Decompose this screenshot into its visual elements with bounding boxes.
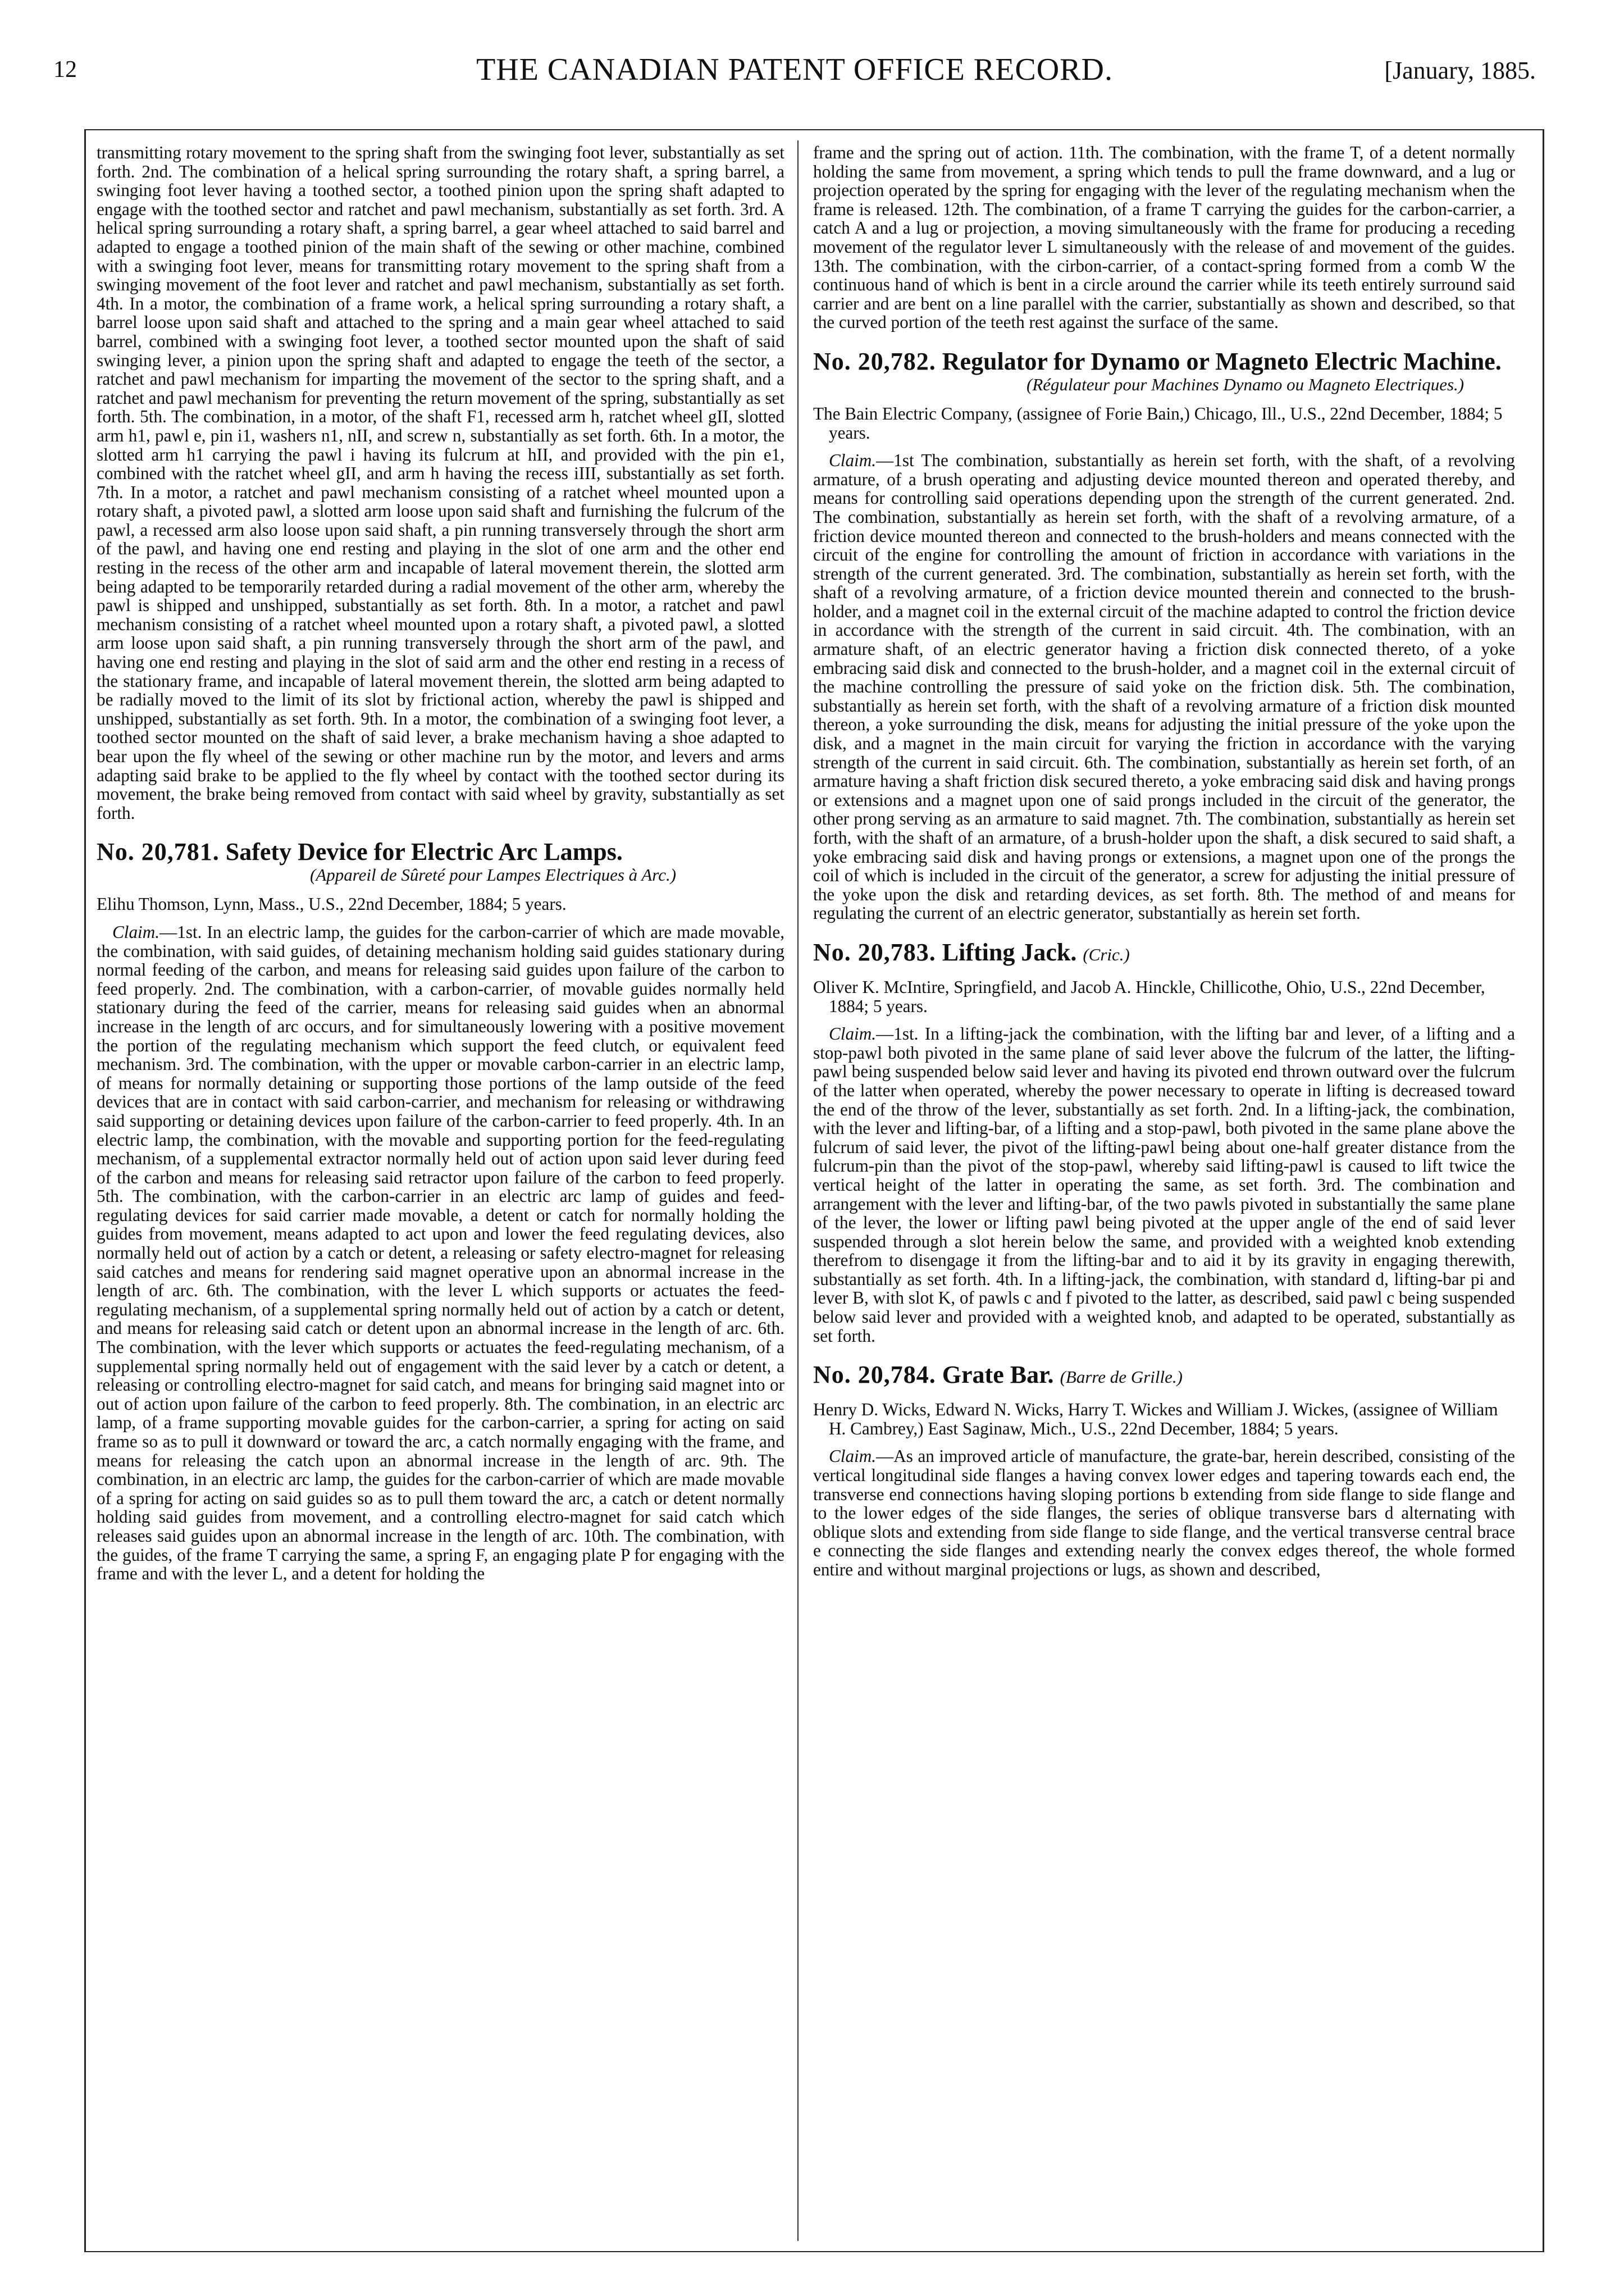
patentee-line: Oliver K. McIntire, Springfield, and Jacob A. Hinckle, Chillicothe, Ohio, U.S., 22nd December, 1884; 5 years. — [813, 977, 1485, 1016]
claim-text: —As an improved article of manufacture, the grate-bar, herein described, consisting of the vertical longitudinal side flanges a having convex lower edges and tapering towards each end, the transverse end connections having sloping portions b extending from side flange to side flange and to the lower edges of the side flanges, the series of oblique transverse bars d alternating with oblique slots and extending from side flange to side flange, and the vertical transverse central brace e connecting the side flanges and extending nearly the convex edges thereof, the whole formed entire and without marginal projections or lugs, as shown and described, — [813, 1446, 1515, 1579]
patent-title: Regulator for Dynamo or Magneto Electric Machine. — [942, 347, 1502, 375]
patent-heading-20781 — [97, 839, 784, 885]
claim-label: Claim. — [829, 1024, 877, 1044]
claim-text: —1st The combination, substantially as herein set forth, with the shaft, of a revolving armature, of a brush operating and adjusting device mounted thereon and operated thereby, and means for controlling said operations depending upon the strength of the current generated. 2nd. The combination, substantially as herein set forth, with the shaft of a revolving armature, of a friction device mounted thereon and connected to the brush-holders and means connected with the circuit of the engine for controlling the amount of friction in accordance with variations in the strength of the current generated. 3rd. The combination, substantially as herein set forth, with the shaft of a revolving armature, of a friction device mounted therein and connected to the brush-holder, and a magnet coil in the external circuit of the machine adapted to control the friction device in accordance with the strength of the current in said circuit. 4th. The combination, with an armature shaft, of an electric generator having a friction disk connected thereto, of a yoke embracing said disk and connected to the brush-holder, and a magnet coil in the external circuit of the machine controlling the pressure of said yoke on the friction disk. 5th. The combination, substantially as herein set forth, with the shaft of a revolving armature of a friction disk mounted thereon, a yoke surrounding the disk, means for adjusting the initial pressure of the yoke upon the disk, and a magnet in the main circuit for varying the friction in accordance with the varying strength of the current in said circuit. 6th. The combination, substantially as herein set forth, of an armature having a shaft friction disk secured thereto, a yoke embracing said disk and having prongs or extensions and a magnet upon one of said prongs included in the circuit of the generator, the other prong serving as an armature to said magnet. 7th. The combination, substantially as herein set forth, with the shaft of an armature, of a brush-holder upon the shaft, a disk secured to said shaft, a yoke embracing said disk and having prongs or extensions, a magnet upon one of the prongs the coil of which is included in the circuit of the generator, a screw for adjusting the initial pressure of the yoke upon the disk and retarding devices, as set forth. 8th. The method of and means for regulating the current of an electric generator, substantially as herein set forth. — [813, 450, 1515, 923]
patent-number: No. 20,783. — [813, 938, 936, 966]
patent-french-title: (Appareil de Sûreté pour Lampes Electriques à Arc.) — [310, 865, 677, 885]
continued-claim-text: frame and the spring out of action. 11th. The combination, with the frame T, of a detent normally holding the same from movement, a spring which tends to pull the frame downward, and a lug or projection operated by the spring for engaging with the lever of the regulating mechanism when the frame is released. 12th. The combination, of a frame T carrying the guides for the carbon-carrier, a catch A and a lug or projection, a moving simultaneously with the frame for producing a receding movement of the regulator lever L simultaneously with the release of and movement of the guides. 13th. The combination, with the cirbon-carrier, of a contact-spring formed from a comb W the continuous hand of which is bent in a circle around the carrier while its teeth entirely surround said carrier and are bent on a line parallel with the carrier, substantially as shown and described, so that the curved portion of the teeth rest against the surface of the same. — [813, 143, 1515, 332]
patent-french-title: (Cric.) — [1083, 944, 1130, 964]
patentee-line: Elihu Thomson, Lynn, Mass., U.S., 22nd December, 1884; 5 years. — [97, 894, 567, 914]
claim-paragraph — [813, 1447, 1515, 1579]
patent-title: Grate Bar. — [942, 1361, 1054, 1389]
patent-french-title: (Barre de Grille.) — [1060, 1367, 1183, 1387]
page-header — [53, 52, 1536, 99]
patentee-line: The Bain Electric Company, (assignee of Forie Bain,) Chicago, Ill., U.S., 22nd December, 1884; 5 years. — [813, 403, 1503, 443]
patent-title: Lifting Jack. — [942, 938, 1077, 966]
running-title: THE CANADIAN PATENT OFFICE RECORD. — [476, 52, 1113, 87]
left-column — [97, 143, 784, 1583]
column-divider — [797, 140, 799, 2241]
patent-heading-20782 — [813, 349, 1515, 394]
patent-heading-20784 — [813, 1362, 1515, 1390]
claim-paragraph — [97, 923, 784, 1583]
claim-label: Claim. — [829, 1446, 877, 1466]
claim-label: Claim. — [829, 450, 877, 471]
right-column — [813, 143, 1515, 1579]
issue-date: [January, 1885. — [1384, 57, 1536, 84]
page-number: 12 — [53, 57, 77, 83]
patent-number: No. 20,781. — [97, 838, 220, 866]
patent-number: No. 20,784. — [813, 1361, 936, 1389]
claim-text: —1st. In an electric lamp, the guides for the carbon-carrier of which are made movable, the combination, with said guides, of detaining mechanism holding said guides stationary during normal feeding of the carbon, and means for releasing said guides upon failure of the carbon to feed properly. 2nd. The combination, with a carbon-carrier, of movable guides normally held stationary during the feed of the carrier, means for releasing said guides when an abnormal increase in the length of arc occurs, and for simultaneously lowering with a positive movement the portion of the regulating mechanism which support the feed clutch, or equivalent feed mechanism. 3rd. The combination, with the upper or movable carbon-carrier in an electric lamp, of means for normally detaining or supporting those portions of the lamp outside of the feed devices that are in contact with said carbon-carrier, and mechanism for releasing or withdrawing said supporting or detaining devices upon failure of the carbon-carrier to feed properly. 4th. In an electric lamp, the combination, with the movable and supporting portion for the feed-regulating mechanism, of a supplemental extractor normally held out of action upon said lever during feed of the carbon and means for releasing said retractor upon failure of the carbon to feed properly. 5th. The combination, with the carbon-carrier in an electric arc lamp of guides and feed-regulating devices for said carrier made movable, a detent or catch for normally holding the guides from movement, means adapted to act upon and lower the feed regulating devices, also normally held out of action by a catch or detent, a releasing or safety electro-magnet for releasing said catches and means for rendering said magnet operative upon an abnormal increase in the length of arc. 6th. The combination, with the lever L which supports or actuates the feed-regulating mechanism, of a supplemental spring normally held out of action by a catch or detent, and means for releasing said catch or detent upon an abnormal increase in the length of arc. 6th. The combination, with the lever which supports or actuates the feed-regulating mechanism, of a supplemental spring normally held out of engagement with the said lever by a catch or detent, a releasing or controlling electro-magnet for said catch, and means for bringing said magnet into or out of action upon failure of the carbon to feed properly. 8th. The combination, in an electric arc lamp, of a frame supporting movable guides for the carbon-carrier, a spring for acting on said frame so as to pull it downward or toward the arc, a catch normally engaging with the frame, and means for releasing the catch upon an abnormal increase in the length of arc. 9th. The combination, in an electric arc lamp, the guides for the carbon-carrier of which are made movable of a spring for acting on said guides so as to pull them toward the arc, a catch or detent normally holding said guides from movement, and a controlling electro-magnet for said catch which releases said guides upon an abnormal increase in the length of arc. 10th. The combination, with the guides, of the frame T carrying the same, a spring F, an engaging plate P for engaging with the frame and with the lever L, and a detent for holding the — [97, 922, 784, 1584]
continued-claim-text: transmitting rotary movement to the spring shaft from the swinging foot lever, substantially as set forth. 2nd. The combination of a helical spring surrounding the rotary shaft, a spring barrel, a swinging foot lever having a toothed sector, a toothed pinion upon the spring shaft adapted to engage with the toothed sector and ratchet and pawl mechanism, substantially as set forth. 3rd. A helical spring surrounding a rotary shaft, a spring barrel, a gear wheel attached to said barrel and adapted to engage a toothed pinion of the main shaft of the sewing or other machine, combined with a swinging foot lever, means for transmitting rotary movement to the spring shaft from a swinging movement of the foot lever and ratchet and pawl mechanism, substantially as set forth. 4th. In a motor, the combination of a frame work, a helical spring surrounding a rotary shaft, a barrel loose upon said shaft and attached to the spring and a main gear wheel attached to said barrel, combined with a swinging foot lever, a toothed sector mounted upon the shaft of said swinging lever, a pinion upon the spring shaft and adapted to engage the teeth of the sector, a ratchet and pawl mechanism for imparting the movement of the sector to the spring shaft, and a ratchet and pawl mechanism for preventing the return movement of the spring, substantially as set forth. 5th. The combination, in a motor, of the shaft F1, recessed arm h, ratchet wheel gII, slotted arm h1, pawl e, pin i1, washers n1, nII, and screw n, substantially as set forth. 6th. In a motor, the slotted arm h1 carrying the pawl i having its fulcrum at hII, and provided with the pin e1, combined with the ratchet wheel gII, and arm h having the recess iIII, substantially as set forth. 7th. In a motor, a ratchet and pawl mechanism consisting of a ratchet wheel mounted upon a rotary shaft, a pivoted pawl, a slotted arm loose upon said shaft and furnishing the fulcrum of the pawl, a recessed arm also loose upon said shaft, a pin running transversely through the short arm of the pawl, and having one end resting and playing in the slot of one arm and the other end resting in the recess of the other arm and incapable of lateral movement therein, the slotted arm being adapted to be temporarily retarded during a radial movement of the other arm, whereby the pawl is shipped and unshipped, substantially as set forth. 8th. In a motor, a ratchet and pawl mechanism consisting of a ratchet wheel mounted upon a rotary shaft, a pivoted pawl, a slotted arm loose upon said shaft, a pin running transversely through the short arm of the pawl, and having one end resting and playing in the slot of said arm and the other end resting in a recess of the stationary frame, and incapable of lateral movement therein, the slotted arm being adapted to be radially moved to the limit of its slot by frictional action, whereby the pawl is shipped and unshipped, substantially as set forth. 9th. In a motor, the combination of a swinging foot lever, a toothed sector mounted on the shaft of said lever, a brake mechanism having a shoe adapted to bear upon the fly wheel of the sewing or other machine run by the motor, and levers and arms adapting said brake to be applied to the fly wheel by contact with the toothed sector during its movement, the brake being removed from contact with said wheel by gravity, substantially as set forth. — [97, 143, 784, 823]
claim-paragraph — [813, 1024, 1515, 1345]
claim-text: —1st. In a lifting-jack the combination, with the lifting bar and lever, of a lifting and a stop-pawl both pivoted in the same plane of said lever above the fulcrum of the latter, the lifting-pawl being suspended below said lever and having its pivoted end thrown outward over the fulcrum of the latter when operated, whereby the power necessary to operate in lifting is decreased toward the end of the throw of the lever, substantially as set forth. 2nd. In a lifting-jack, the combination, with the lever and lifting-bar, of a lifting and a stop-pawl, both pivoted in the same plane above the fulcrum of said lever, the pivot of the lifting-pawl being about one-half greater distance from the fulcrum-pin than the pivot of the stop-pawl, whereby said lifting-pawl is caused to lift twice the vertical height of the latter in operating the same, as set forth. 3rd. The combination and arrangement with the lever and lifting-bar, of the two pawls pivoted in substantially the same plane of the lever, the lower or lifting pawl being pivoted at the upper angle of the end of said lever suspended through a slot herein below the same, and provided with a weighted knob extending therefrom to disengage it from the lifting-bar and to aid it by its gravity in engaging therewith, substantially as set forth. 4th. In a lifting-jack, the combination, with standard d, lifting-bar pi and lever B, with slot K, of pawls c and f pivoted to the latter, as described, said pawl c being suspended below said lever and provided with a weighted knob, and adapted to be operated, substantially as set forth. — [813, 1024, 1515, 1346]
claim-label: Claim. — [112, 922, 160, 942]
patent-title: Safety Device for Electric Arc Lamps. — [225, 838, 623, 866]
patent-heading-20783 — [813, 940, 1515, 968]
claim-paragraph — [813, 451, 1515, 923]
patentee-line: Henry D. Wicks, Edward N. Wicks, Harry T. Wickes and William J. Wickes, (assignee of William H. Cambrey,) East Saginaw, Mich., U.S., 22nd December, 1884; 5 years. — [813, 1400, 1498, 1438]
patent-number: No. 20,782. — [813, 347, 936, 375]
patent-french-title: (Régulateur pour Machines Dynamo ou Magneto Electriques.) — [1027, 374, 1465, 394]
